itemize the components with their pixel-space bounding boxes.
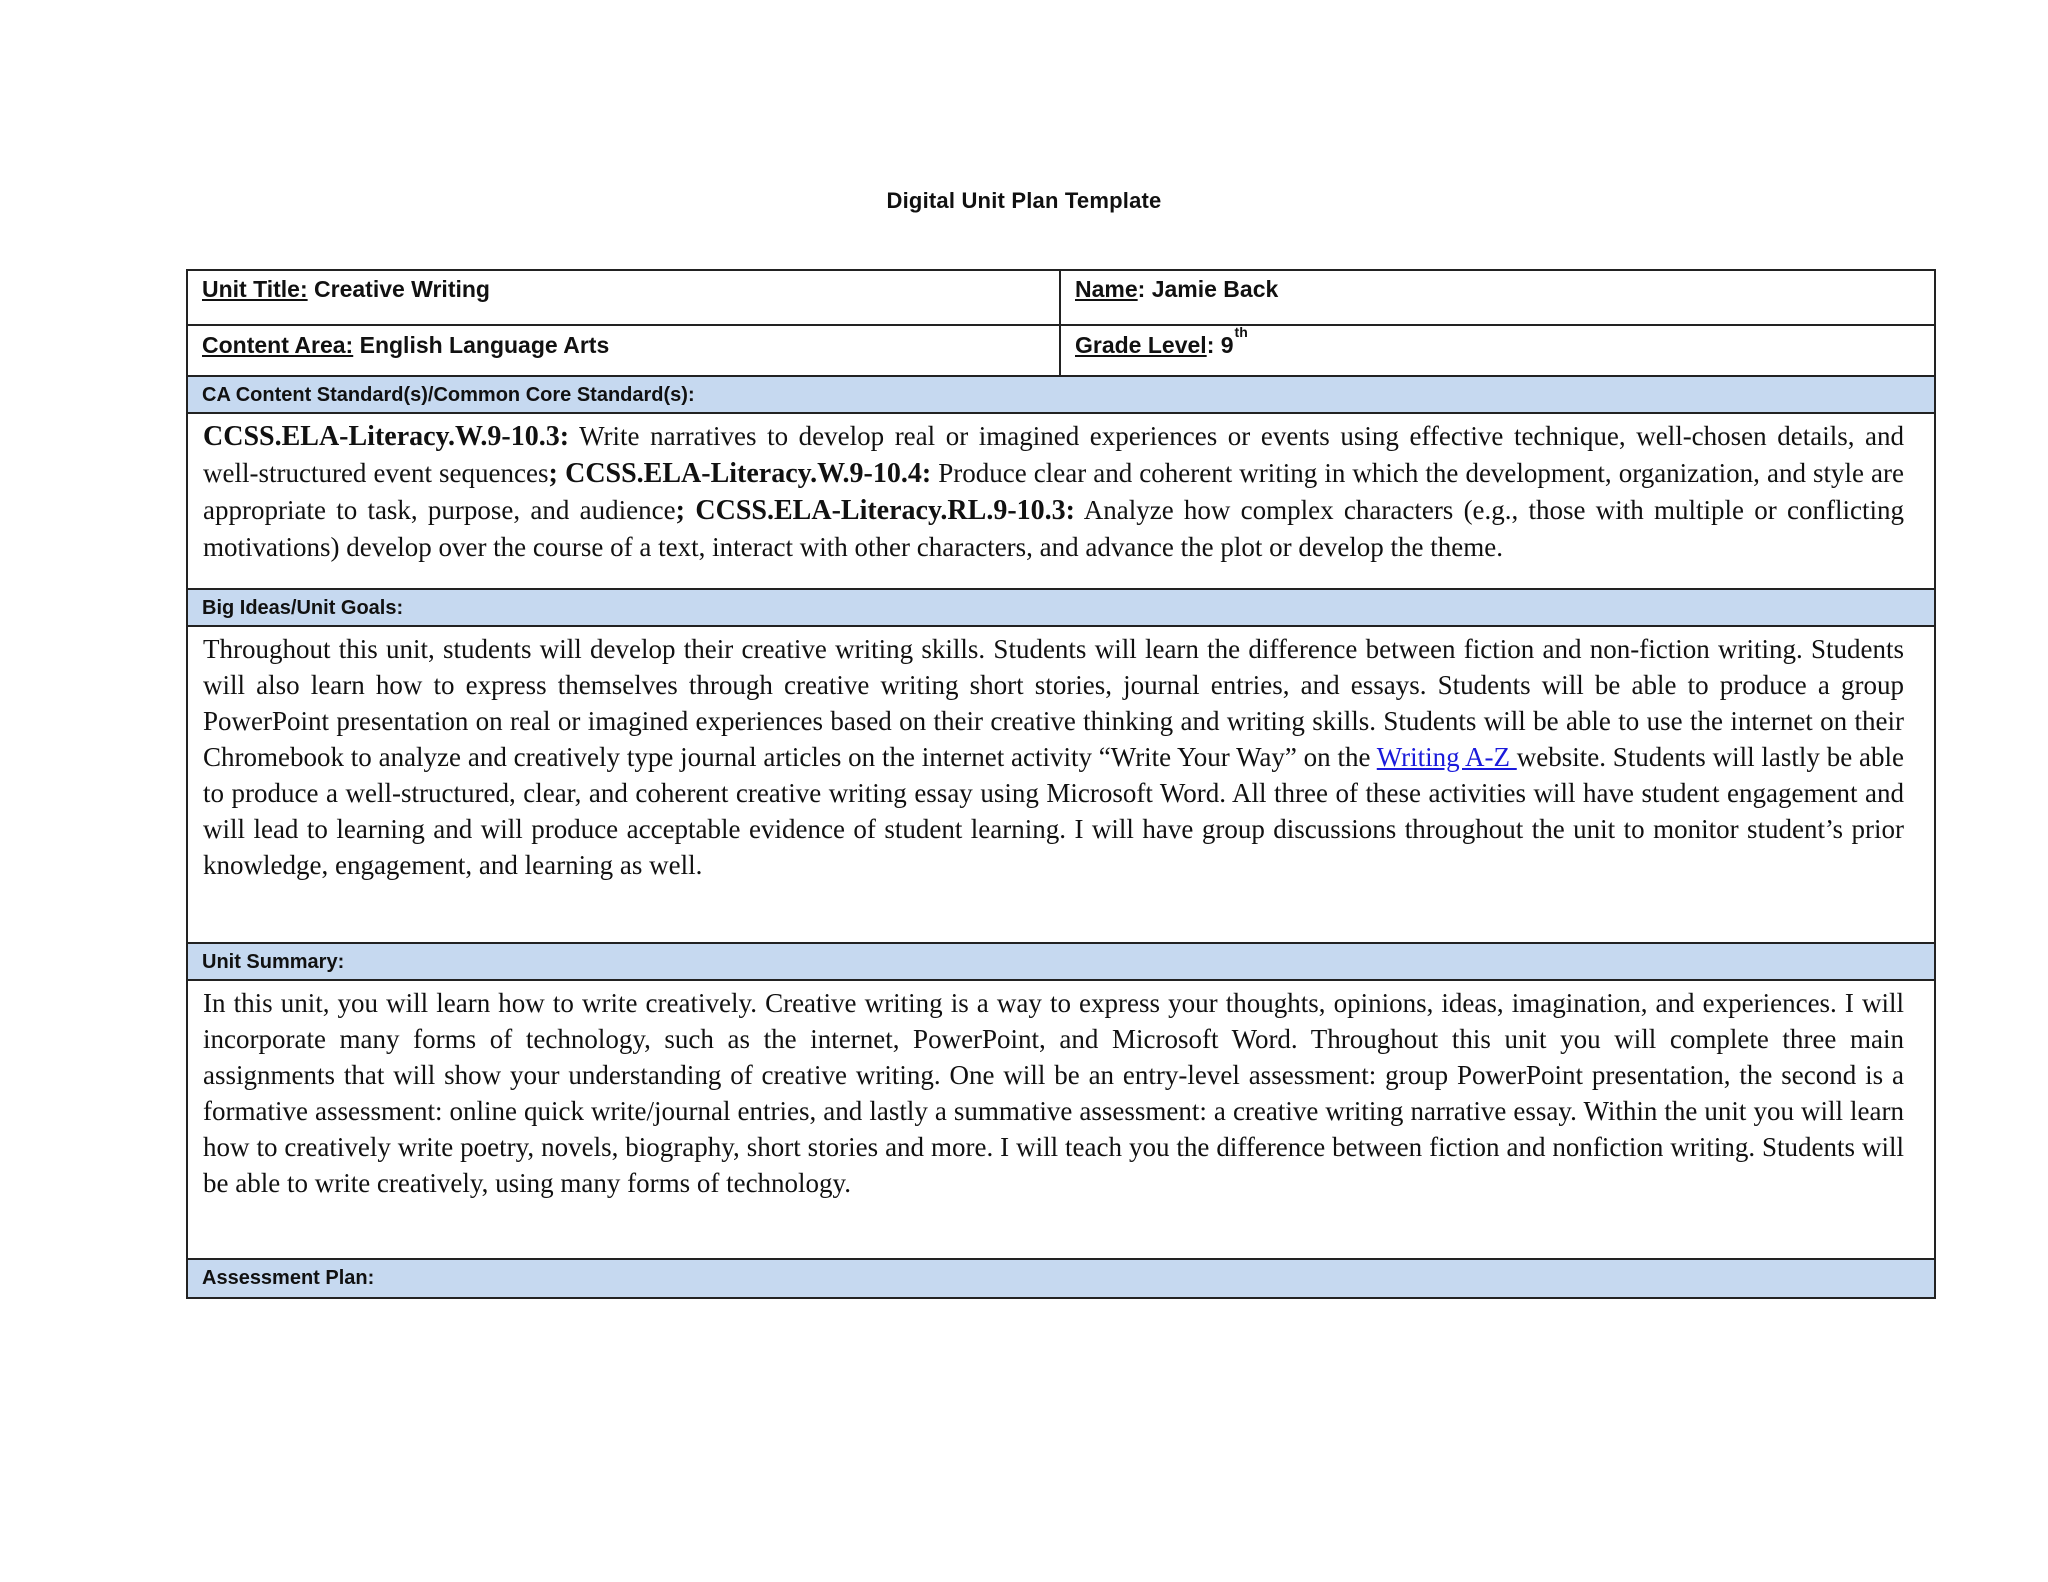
content-area-value: English Language Arts (359, 332, 610, 358)
standard-text-w3: Write narratives to develop real or imagined experiences or events using effective technique, well-chosen details, and well-structured event sequences (203, 421, 1904, 488)
writing-a-z-link[interactable]: Writing A-Z (1376, 742, 1517, 772)
goals-body (188, 627, 1934, 944)
unit-title-value: Creative Writing (314, 276, 490, 302)
content-area-cell (188, 326, 1061, 375)
goals-text-before-link: Throughout this unit, students will develop their creative writing skills. Students will learn the difference between fiction and non-fiction writing. Students will also learn how to express themselves through creative writing short stories, journal entries, and essays. Students will be able to produce a group PowerPoint presentation on real or imagined experiences based on their creative thinking and writing skills. Students will be able to use the internet on their Chromebook to analyze and creatively type journal articles on the internet activity “Write Your Way” on the (203, 634, 1904, 772)
standard-code-w4: ; CCSS.ELA-Literacy.W.9-10.4: (548, 458, 932, 489)
name-cell (1061, 271, 1934, 324)
standards-body (188, 414, 1934, 590)
standard-code-rl3: ; CCSS.ELA-Literacy.RL.9-10.3: (675, 495, 1075, 526)
grade-level-label: Grade Level (1075, 332, 1207, 358)
unit-title-cell (188, 271, 1061, 324)
unit-plan-table (186, 269, 1936, 1299)
name-value: : Jamie Back (1137, 276, 1279, 302)
document-title: Digital Unit Plan Template (886, 188, 1162, 213)
grade-level-value: : 9 (1206, 332, 1234, 358)
unit-title-label: Unit Title: (202, 276, 308, 302)
name-label: Name (1075, 276, 1138, 302)
row-title-name (188, 271, 1934, 326)
summary-heading: Unit Summary: (188, 944, 1934, 981)
goals-heading: Big Ideas/Unit Goals: (188, 590, 1934, 627)
goals-text-after-link: website. Students will lastly be able to produce a well-structured, clear, and coherent creative writing essay using Microsoft Word. All three of these activities will have student engagement and will lead to learning and will produce acceptable evidence of student learning. I will have group discussions throughout the unit to monitor student’s prior knowledge, engagement, and learning as well. (203, 742, 1904, 880)
standard-code-w3: CCSS.ELA-Literacy.W.9-10.3: (203, 421, 570, 452)
summary-body: In this unit, you will learn how to write creatively. Creative writing is a way to express your thoughts, opinions, ideas, imagination, and experiences. I will incorporate many forms of technology, such as the internet, PowerPoint, and Microsoft Word. Throughout this unit you will complete three main assignments that will show your understanding of creative writing. One will be an entry-level assessment: group PowerPoint presentation, the second is a formative assessment: online quick write/journal entries, and lastly a summative assessment: a creative writing narrative essay. Within the unit you will learn how to creatively write poetry, novels, biography, short stories and more. I will teach you the difference between fiction and nonfiction writing. Students will be able to write creatively, using many forms of technology. (188, 981, 1934, 1260)
standards-heading: CA Content Standard(s)/Common Core Standard(s): (188, 377, 1934, 414)
assessment-heading: Assessment Plan: (188, 1260, 1934, 1297)
content-area-label: Content Area: (202, 332, 354, 358)
standard-text-w4: Produce clear and coherent writing in which the development, organization, and style are appropriate to task, purpose, and audience (203, 458, 1904, 525)
row-content-grade (188, 326, 1934, 377)
standard-text-rl3: Analyze how complex characters (e.g., those with multiple or conflicting motivations) develop over the course of a text, interact with other characters, and advance the plot or develop the theme. (203, 495, 1904, 562)
grade-level-cell: Grade Level : 9 th (1075, 324, 1248, 358)
